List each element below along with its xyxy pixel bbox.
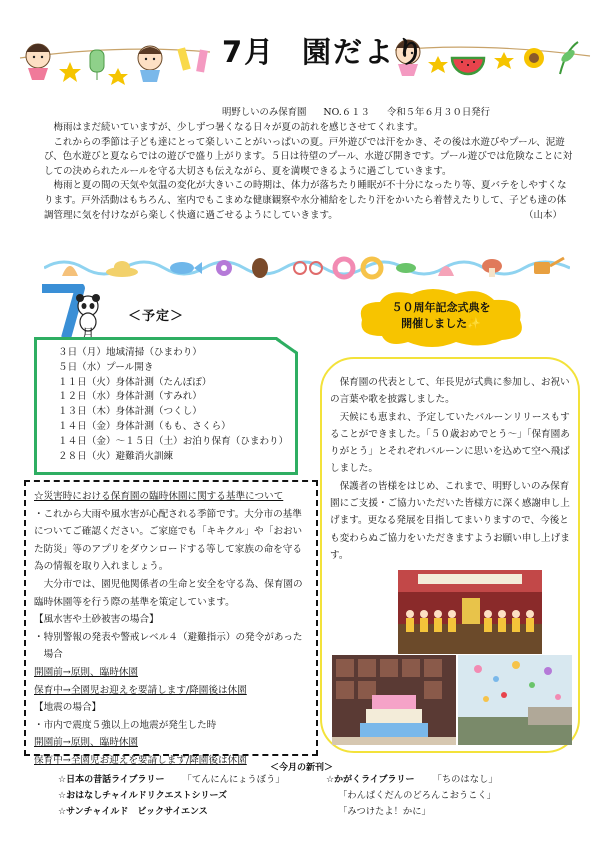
leaf-icon	[396, 263, 416, 273]
leaf-icon	[559, 42, 578, 74]
schedule-item: １１日（火）身体計測（たんぽぽ）	[58, 376, 212, 388]
watermelon-icon	[452, 58, 484, 74]
hikoboshi-boy-icon	[138, 46, 162, 82]
schedule-item: ３日（月）地域清掃（ひまわり）	[58, 347, 202, 358]
newsletter-title: 園だより	[302, 35, 427, 69]
schedule-title: ＜予定＞	[128, 309, 185, 324]
morning-glory-icon	[216, 260, 232, 276]
shell-icon	[438, 266, 454, 276]
star-icon	[59, 62, 81, 82]
newsletter-month: 7月	[222, 35, 276, 69]
author-name: （山本）	[523, 209, 562, 221]
book-title: 「みつけたよ！かに」	[338, 806, 431, 817]
school-name: 明野しいのみ保育園	[222, 107, 307, 118]
star-icon	[428, 56, 448, 73]
book-series-label: ☆サンチャイルド ビックサイエンス	[58, 807, 208, 817]
disaster-title: ☆災害時における保育園の臨時休園に関する基準について	[34, 491, 284, 502]
schedule-item: １３日（木）身体計測（つくし）	[58, 406, 202, 418]
intro-paragraph: これからの季節は子ども達にとって楽しいことがいっぱいの夏。戸外遊びでは汗をかき、その後は水遊びやプール、泥遊び、色水遊びと夏ならではの遊びで盛り上がります。５日は待望のプール、水遊び開きです。プール遊びでは危険なことに対しての決められたルールを守る大切さも伝えながら、夏を満喫できるように過ごしていきます。	[44, 136, 573, 177]
disaster-intro: ・これから大雨や風水害が心配される季節です。大分市の基準についてご確認ください。ご家庭でも「キキクル」や「おおいた防災」等のアプリをダウンロードする等して家族の命を守る為の情報を取り入れましょう。	[34, 508, 303, 573]
during-care-rule: 保育中→全園児お迎えを要請します/降園後は休園	[34, 754, 247, 766]
schedule-item: ５日（水）プール開き	[58, 361, 154, 373]
book-series-label: ☆日本の昔話ライブラリー	[58, 775, 165, 785]
book-title: 「てんにんにょうぼう」	[182, 774, 285, 785]
issue-line	[222, 104, 490, 118]
book-entry	[326, 772, 498, 788]
during-care-rule: 保育中→全園児お迎えを要請します/降園後は休園	[34, 684, 247, 696]
month-mark	[40, 284, 110, 340]
before-open-rule: 開園前→原則、臨時休園	[34, 666, 138, 678]
star-icon	[108, 68, 128, 85]
schedule-item: １４日（金）身体計測（もも、さくら）	[58, 420, 231, 432]
month-mark-suffix: 月	[81, 327, 95, 340]
quake-heading: 【地震の場合】	[34, 702, 102, 714]
book-series-label: ☆おはなしチャイルドリクエストシリーズ	[58, 791, 227, 801]
watering-can-icon	[534, 258, 564, 274]
sunflower-icon	[524, 48, 544, 68]
issue-number: NO.６１３	[323, 107, 370, 118]
decorated-cake-photo	[332, 655, 456, 745]
disaster-guidelines	[24, 480, 318, 766]
intro-paragraph-text: 梅雨と夏の間の天気や気温の変化が大きいこの時期は、体力が落ちたり睡眠が不十分になったり等、夏バテをしやすくなります。戸外活動はもちろん、室内でもこまめな健康観察や水分補給をしたり汗をかいたら着替えたりして、子ども達の体調管理に気を付けながら楽しく快適に過ごせるようにしていきます。	[44, 180, 567, 221]
wind-heading: 【風水害や土砂被害の場合】	[34, 614, 159, 626]
new-books-right	[326, 772, 498, 820]
header-decoration	[0, 0, 600, 92]
beetle-icon	[252, 258, 268, 278]
anniversary-heading	[352, 300, 530, 332]
book-entry	[58, 772, 285, 788]
star-icon	[494, 52, 514, 69]
book-title: 「ちのはなし」	[432, 774, 498, 785]
disaster-policy: 大分市では、園児他関係者の生命と安全を守る為、保育園の臨時休園等を行う際の基準を策定しています。	[34, 578, 303, 608]
book-entry	[58, 804, 285, 820]
anniversary-text	[330, 374, 574, 564]
quake-condition: ・市内で震度５強以上の地震が発生した時	[34, 719, 217, 731]
schedule-item: ２８日（火）避難消火訓練	[58, 450, 174, 462]
book-title: 「わんぱくだんのどろんこおうこく」	[338, 790, 497, 801]
summer-divider	[44, 254, 570, 282]
schedule-list	[58, 346, 288, 464]
book-series-label: ☆かがくライブラリー	[326, 775, 415, 785]
anniversary-paragraph: 保護者の皆様をはじめ、これまで、明野しいのみ保育園にご支援・ご協力いただいた皆様方に深く感謝申し上げます。更なる発展を目指してまいりますので、今後とも変わらぬご協力をいただきますようお願い申し上げます。	[330, 480, 570, 561]
paper-lantern-icon	[90, 50, 104, 80]
book-entry	[58, 788, 285, 804]
anniversary-heading-line: 開催しました✨	[401, 317, 481, 330]
ceremony-stage-photo	[398, 570, 542, 654]
intro-text	[44, 121, 574, 223]
anniversary-paragraph: 天候にも恵まれ、予定していたバルーンリリースもすることができました。「５０歳おめでとう～」「保育園ありがとう」とそれぞれバルーンに思いを込めて空へ飛ばしました。	[330, 411, 570, 475]
new-books-heading: ＜今月の新刊＞	[270, 763, 334, 773]
intro-paragraph	[44, 179, 574, 223]
new-books-left	[58, 772, 285, 820]
wind-condition: ・特別警報の発表や警戒レベル４（避難指示）の発令があった場合	[34, 631, 303, 661]
anniversary-heading-line: ５０周年記念式典を	[391, 301, 491, 314]
orihime-girl-icon	[26, 44, 50, 80]
intro-paragraph: 梅雨はまだ続いていますが、少しずつ暑くなる日々が夏の訪れを感じさせてくれます。	[53, 122, 424, 133]
schedule-item: １４日（金）～１５日（土）お泊り保育（ひまわり）	[58, 435, 289, 447]
tanzaku-icon	[196, 49, 208, 72]
before-open-rule: 開園前→原則、臨時休園	[34, 737, 138, 749]
issue-date: 令和５年６月３０日発行	[386, 107, 490, 118]
balloon-release-photo	[458, 655, 572, 745]
panda-icon	[76, 294, 100, 331]
anniversary-paragraph: 保育園の代表として、年長児が式典に参加し、お祝いの言葉や歌を披露しました。	[330, 377, 570, 406]
schedule-item: １２日（水）身体計測（すみれ）	[58, 391, 202, 403]
shell-icon	[62, 266, 78, 276]
